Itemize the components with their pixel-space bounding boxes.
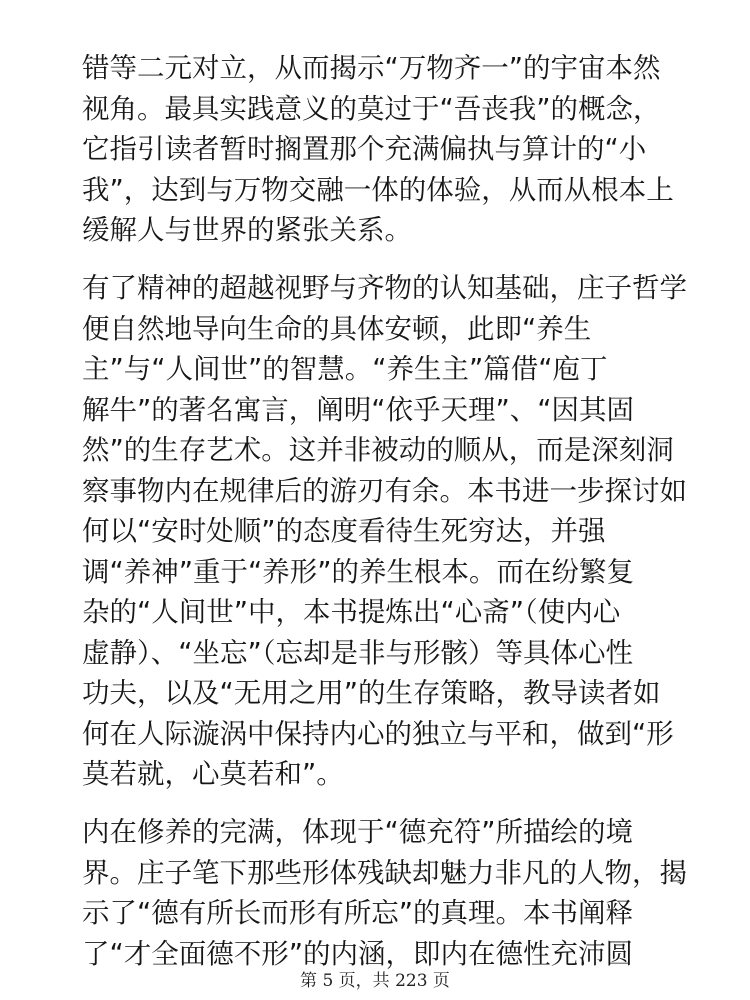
text-line: 莫若就，心莫若和”。 bbox=[82, 758, 344, 790]
text-line: 它指引读者暂时搁置那个充满偏执与算计的“小 bbox=[82, 133, 647, 165]
text-line: 主”与“人间世”的智慧。“养生主”篇借“庖丁 bbox=[82, 353, 608, 385]
text-line: 何以“安时处顺”的态度看待生死穷达，并强 bbox=[82, 515, 606, 547]
paragraph-1 bbox=[82, 48, 682, 251]
text-line: 了“才全面德不形”的内涵，即内在德性充沛圆 bbox=[82, 937, 633, 970]
text-line: 杂的“人间世”中，本书提炼出“心斋”（使内心 bbox=[82, 596, 621, 628]
text-line: 察事物内在规律后的游刃有余。本书进一步探讨如 bbox=[82, 474, 687, 507]
text-line: 何在人际漩涡中保持内心的独立与平和，做到“形 bbox=[82, 717, 674, 750]
text-line: 内在修养的完满，体现于“德充符”所描绘的境 bbox=[82, 816, 633, 848]
text-line: 然”的生存艺术。这并非被动的顺从，而是深刻洞 bbox=[82, 434, 674, 466]
text-line: 调“养神”重于“养形”的养生根本。而在纷繁复 bbox=[82, 555, 634, 588]
document-body bbox=[82, 48, 687, 974]
text-line: 缓解人与世界的紧张关系。 bbox=[82, 214, 412, 246]
text-line: 有了精神的超越视野与齐物的认知基础，庄子哲学 bbox=[82, 272, 687, 304]
text-line: 示了“德有所长而形有所忘”的真理。本书阐释 bbox=[82, 897, 633, 929]
page-footer: 第 5 页，共 223 页 bbox=[300, 971, 450, 991]
paragraph-2 bbox=[82, 268, 687, 795]
text-line: 视角。最具实践意义的莫过于“吾丧我”的概念， bbox=[82, 92, 661, 125]
text-line: 错等二元对立，从而揭示“万物齐一”的宇宙本然 bbox=[82, 52, 661, 84]
text-line: 我”，达到与万物交融一体的体验，从而从根本上 bbox=[82, 173, 674, 206]
text-line: 功夫，以及“无用之用”的生存策略，教导读者如 bbox=[82, 677, 661, 709]
paragraph-3 bbox=[82, 812, 687, 974]
text-line: 界。庄子笔下那些形体残缺却魅力非凡的人物，揭 bbox=[82, 856, 687, 889]
text-line: 解牛”的著名寓言，阐明“依乎天理”、“因其固 bbox=[82, 393, 634, 426]
text-line: 虚静）、“坐忘”（忘却是非与形骸）等具体心性 bbox=[82, 636, 633, 669]
text-line: 便自然地导向生命的具体安顿，此即“养生 bbox=[82, 312, 592, 345]
